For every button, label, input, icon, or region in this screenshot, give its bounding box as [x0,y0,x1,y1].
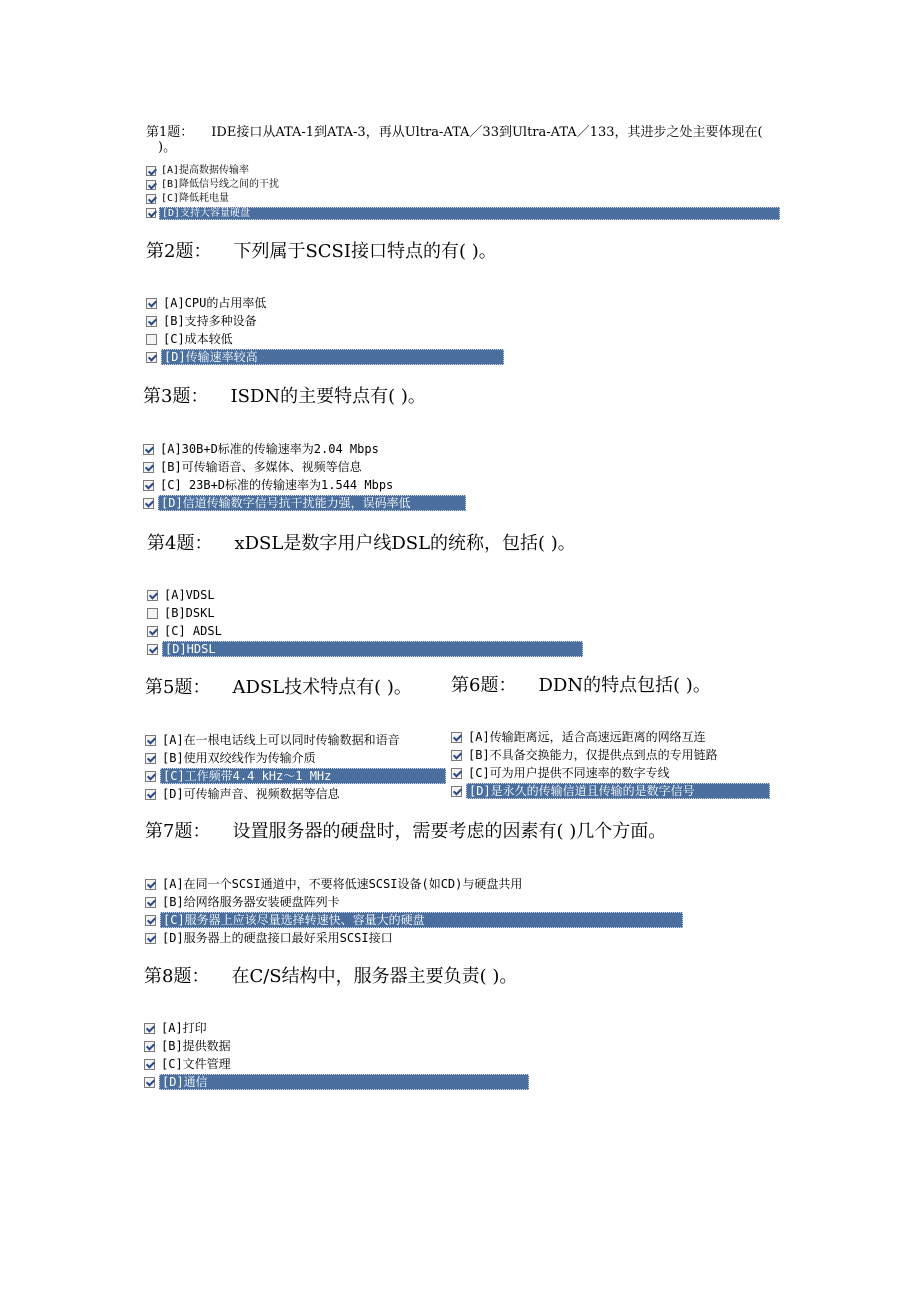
option-label: [C] 23B+D标准的传输速率为1.544 Mbps [160,478,394,492]
option-b[interactable] [143,458,466,476]
option-label: [B]不具备交换能力，仅提供点到点的专用链路 [468,748,718,762]
checkbox[interactable] [146,180,156,190]
checkbox[interactable] [147,644,158,655]
checkbox[interactable] [143,480,154,491]
checkbox[interactable] [145,771,156,782]
question-7-options [145,875,683,947]
option-label: [C]工作频带4.4 kHz～1 MHz [160,768,446,784]
question-1-title-cont: )。 [158,140,177,155]
checkbox[interactable] [145,879,156,890]
option-label: [D]支持大容量硬盘 [159,207,780,220]
option-d[interactable] [145,929,683,947]
option-label: [A]30B+D标准的传输速率为2.04 Mbps [160,442,379,456]
checkbox[interactable] [144,1023,155,1034]
question-number: 第6题： [451,675,517,696]
question-number: 第2题： [146,241,212,262]
question-6-options [451,728,770,800]
option-label: [B]DSKL [164,606,215,620]
question-text: 下列属于SCSI接口特点的有( )。 [233,241,497,262]
checkbox[interactable] [146,208,156,218]
option-b[interactable] [451,746,770,764]
option-d[interactable] [451,782,770,800]
option-c[interactable] [146,330,504,348]
option-a[interactable] [145,731,446,749]
option-c[interactable] [143,476,466,494]
checkbox[interactable] [144,1059,155,1070]
option-d[interactable] [146,206,780,220]
question-text: xDSL是数字用户线DSL的统称，包括( )。 [234,533,576,554]
option-b[interactable] [146,178,780,192]
option-c[interactable] [147,622,583,640]
question-2-title [146,241,497,263]
checkbox[interactable] [147,626,158,637]
checkbox[interactable] [143,462,154,473]
question-1-options [146,164,780,220]
option-label: [D]是永久的传输信道且传输的是数字信号 [466,783,770,799]
option-a[interactable] [146,164,780,178]
option-a[interactable] [451,728,770,746]
checkbox[interactable] [144,1041,155,1052]
option-label: [A]在一根电话线上可以同时传输数据和语音 [162,733,400,747]
question-3-title [143,386,426,408]
checkbox[interactable] [147,608,158,619]
question-6-title [451,675,711,697]
option-label: [D]通信 [159,1074,529,1090]
option-b[interactable] [145,893,683,911]
question-2-options [146,294,504,366]
option-label: [A]在同一个SCSI通道中，不要将低速SCSI设备(如CD)与硬盘共用 [162,877,523,891]
checkbox[interactable] [451,786,462,797]
question-number: 第1题： [146,125,194,140]
checkbox[interactable] [145,897,156,908]
question-text: IDE接口从ATA-1到ATA-3，再从Ultra-ATA／33到Ultra-ATA／133，其进步之处主要体现在( [211,125,763,140]
question-number: 第7题： [145,821,211,842]
option-label: [B]降低信号线之间的干扰 [161,179,280,190]
checkbox[interactable] [145,933,156,944]
checkbox[interactable] [143,444,154,455]
option-label: [C]降低耗电量 [161,193,230,204]
question-4-title [147,533,576,555]
option-label: [C] ADSL [164,624,222,638]
option-b[interactable] [144,1037,529,1055]
option-d[interactable] [144,1073,529,1091]
option-b[interactable] [147,604,583,622]
option-label: [B]支持多种设备 [163,314,257,328]
checkbox[interactable] [451,732,462,743]
option-a[interactable] [146,294,504,312]
checkbox[interactable] [145,789,156,800]
option-label: [A]VDSL [164,588,215,602]
option-label: [A]传输距离远，适合高速远距离的网络互连 [468,730,706,744]
question-number: 第3题： [143,386,209,407]
option-label: [B]使用双绞线作为传输介质 [162,751,316,765]
question-text: DDN的特点包括( )。 [538,675,711,696]
checkbox[interactable] [146,194,156,204]
option-d[interactable] [143,494,466,512]
question-text: ISDN的主要特点有( )。 [230,386,426,407]
option-d[interactable] [146,348,504,366]
question-8-options [144,1019,529,1091]
option-label: [C]成本较低 [163,332,233,346]
option-label: [D]HDSL [162,641,583,657]
option-d[interactable] [147,640,583,658]
option-c[interactable] [145,911,683,929]
question-5-options [145,731,446,803]
checkbox[interactable] [451,768,462,779]
option-label: [A]CPU的占用率低 [163,296,267,310]
question-number: 第5题： [145,677,211,698]
option-label: [A]提高数据传输率 [161,165,250,176]
checkbox[interactable] [145,915,156,926]
option-c[interactable] [145,767,446,785]
checkbox[interactable] [146,166,156,176]
checkbox[interactable] [146,316,157,327]
question-text: 在C/S结构中，服务器主要负责( )。 [231,966,518,987]
option-b[interactable] [145,749,446,767]
option-d[interactable] [145,785,446,803]
question-text: 设置服务器的硬盘时，需要考虑的因素有( )几个方面。 [232,821,667,842]
option-a[interactable] [147,586,583,604]
checkbox[interactable] [146,334,157,345]
option-label: [B]给网络服务器安装硬盘阵列卡 [162,895,340,909]
option-a[interactable] [144,1019,529,1037]
question-number: 第8题： [144,966,210,987]
checkbox[interactable] [451,750,462,761]
question-8-title [144,966,517,988]
option-label: [D]可传输声音、视频数据等信息 [162,787,340,801]
option-label: [C]文件管理 [161,1057,231,1071]
checkbox[interactable] [146,352,157,363]
question-text: ADSL技术特点有( )。 [232,677,412,698]
question-5-title [145,677,412,699]
question-7-title [145,821,666,843]
option-a[interactable] [143,440,466,458]
question-4-options [147,586,583,658]
checkbox[interactable] [146,298,157,309]
question-3-options [143,440,466,512]
checkbox[interactable] [147,590,158,601]
option-label: [C]服务器上应该尽量选择转速快、容量大的硬盘 [160,912,683,928]
checkbox[interactable] [144,1077,155,1088]
option-c[interactable] [146,192,780,206]
option-label: [C]可为用户提供不同速率的数字专线 [468,766,670,780]
option-label: [D]服务器上的硬盘接口最好采用SCSI接口 [162,931,393,945]
option-label: [D]传输速率较高 [161,349,504,365]
option-label: [A]打印 [161,1021,207,1035]
checkbox[interactable] [143,498,154,509]
checkbox[interactable] [145,753,156,764]
checkbox[interactable] [145,735,156,746]
option-c[interactable] [144,1055,529,1073]
option-c[interactable] [451,764,770,782]
option-a[interactable] [145,875,683,893]
option-label: [D]信道传输数字信号抗干扰能力强，误码率低 [158,495,466,511]
option-label: [B]可传输语音、多媒体、视频等信息 [160,460,362,474]
option-b[interactable] [146,312,504,330]
question-1-title [146,124,763,141]
question-number: 第4题： [147,533,213,554]
option-label: [B]提供数据 [161,1039,231,1053]
